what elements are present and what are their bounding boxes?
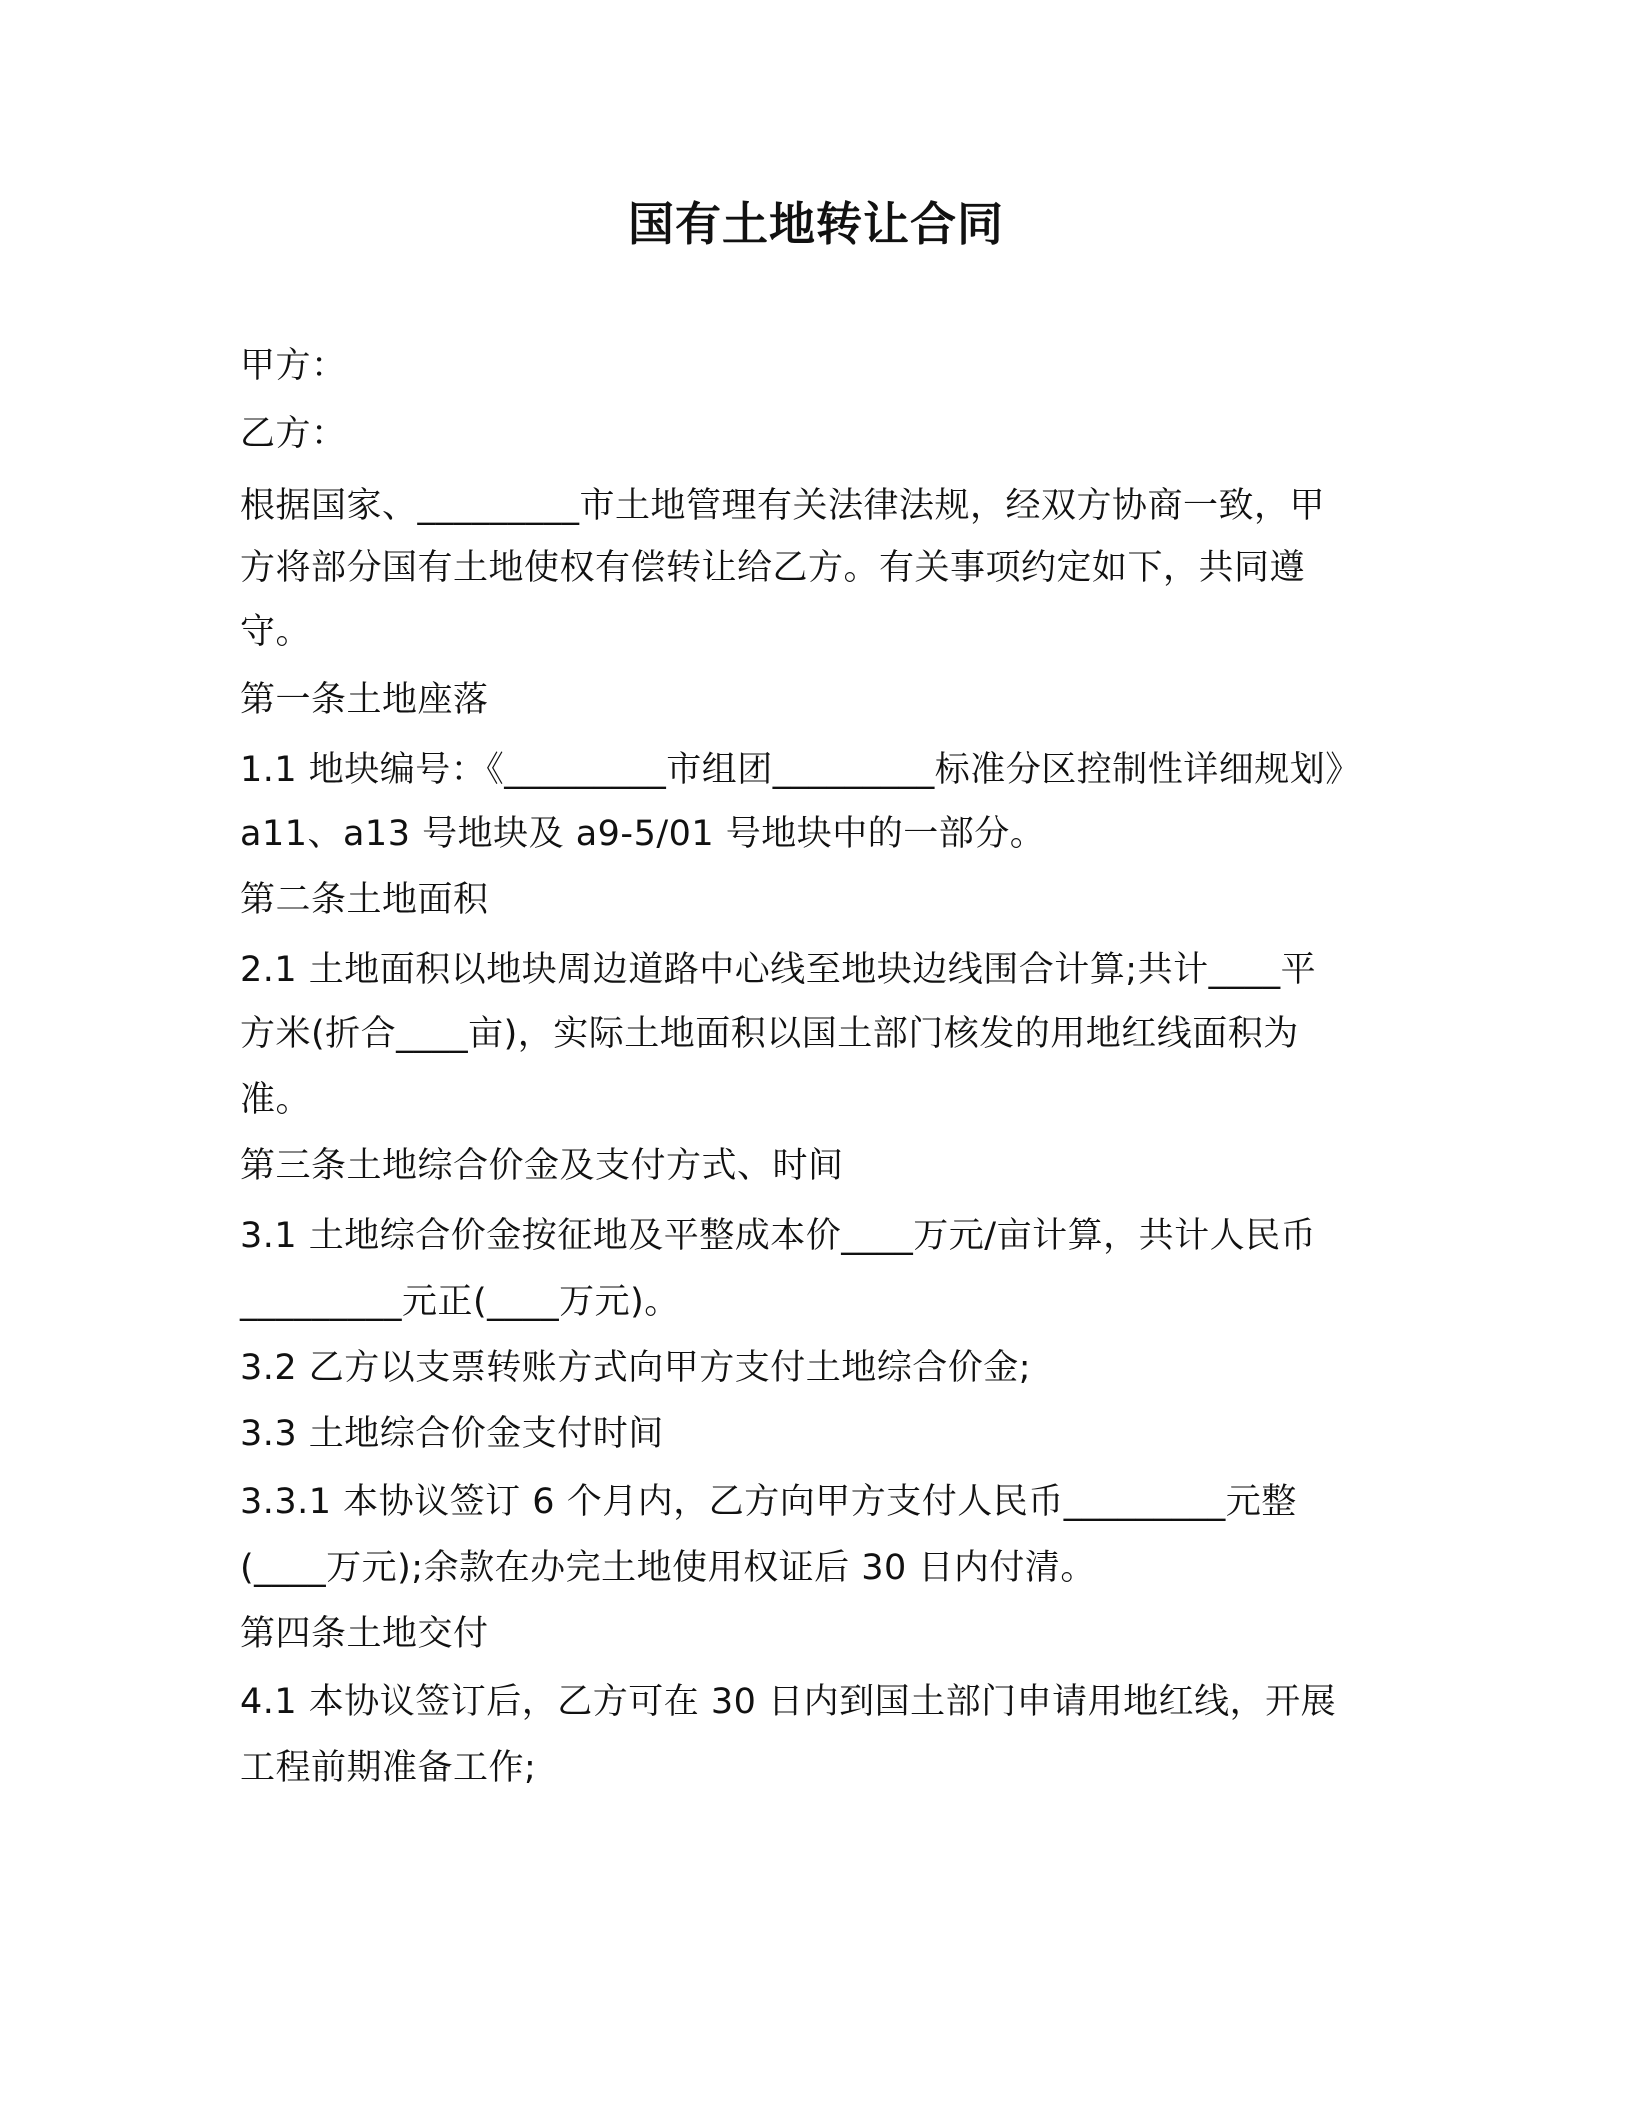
clause-3-1-line-1: 3.1 土地综合价金按征地及平整成本价____万元/亩计算，共计人民币: [240, 1216, 1317, 1256]
party-a-line: 甲方：: [240, 346, 347, 386]
clause-2-1-line-1: 2.1 土地面积以地块周边道路中心线至地块边线围合计算;共计____平: [240, 950, 1317, 990]
clause-3-3-1-line-1: 3.3.1 本协议签订 6 个月内，乙方向甲方支付人民币_________元整: [240, 1482, 1297, 1522]
article-2-heading: 第二条土地面积: [240, 880, 489, 920]
document-title: 国有土地转让合同: [628, 197, 1004, 251]
article-1-heading: 第一条土地座落: [240, 680, 489, 720]
party-b-line: 乙方：: [240, 414, 347, 454]
clause-3-3-1-line-2: (____万元);余款在办完土地使用权证后 30 日内付清。: [240, 1548, 1096, 1588]
preamble-line-2: 方将部分国有土地使权有偿转让给乙方。有关事项约定如下，共同遵: [240, 548, 1306, 588]
clause-2-1-line-3: 准。: [240, 1080, 312, 1120]
clause-3-2: 3.2 乙方以支票转账方式向甲方支付土地综合价金;: [240, 1348, 1032, 1388]
preamble-line-1: 根据国家、_________市土地管理有关法律法规，经双方协商一致，甲: [240, 486, 1326, 526]
article-3-heading: 第三条土地综合价金及支付方式、时间: [240, 1146, 844, 1186]
clause-1-1-line-1: 1.1 地块编号：《_________市组团_________标准分区控制性详细规划》: [240, 750, 1361, 790]
clause-3-3: 3.3 土地综合价金支付时间: [240, 1414, 664, 1454]
clause-2-1-line-2: 方米(折合____亩)，实际土地面积以国土部门核发的用地红线面积为: [240, 1014, 1299, 1054]
clause-4-1-line-1: 4.1 本协议签订后，乙方可在 30 日内到国土部门申请用地红线，开展: [240, 1682, 1337, 1722]
article-4-heading: 第四条土地交付: [240, 1614, 489, 1654]
clause-4-1-line-2: 工程前期准备工作;: [240, 1748, 537, 1788]
preamble-line-3: 守。: [240, 612, 312, 652]
clause-1-1-line-2: a11、a13 号地块及 a9-5/01 号地块中的一部分。: [240, 814, 1046, 854]
clause-3-1-line-2: _________元正(____万元)。: [240, 1282, 680, 1322]
